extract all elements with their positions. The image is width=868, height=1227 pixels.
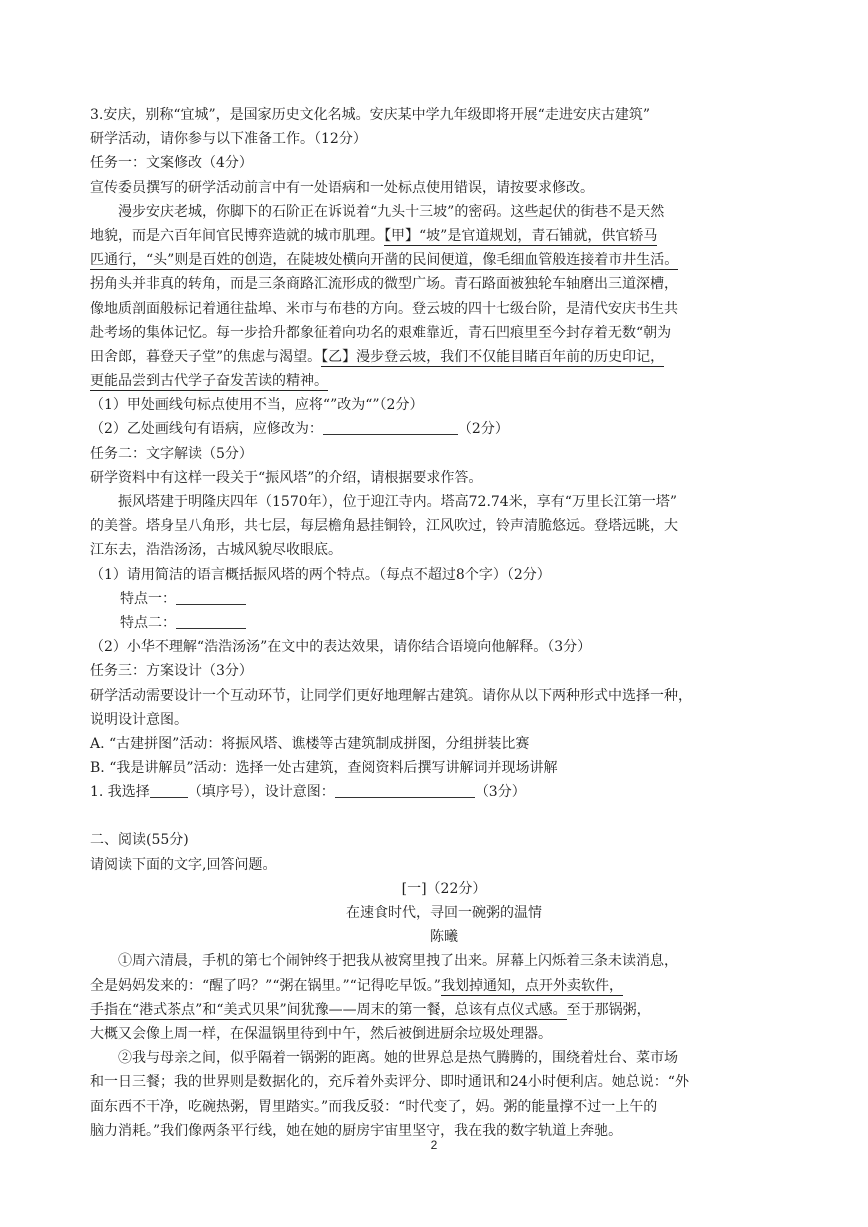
task3-desc: 说明设计意图。	[90, 711, 188, 728]
article-author: 陈曦	[430, 929, 458, 946]
passage-line	[90, 369, 798, 393]
choice-blank[interactable]	[150, 783, 188, 798]
question-2-text: （2）乙处画线句有语病，应修改为：	[90, 421, 323, 438]
passage-line	[90, 345, 798, 369]
task2-desc: 研学资料中有这样一段关于“振风塔”的介绍，请根据要求作答。	[90, 469, 483, 486]
task1-title: 任务一：文案修改（4分）	[90, 155, 253, 172]
question-1: （1）甲处画线句标点使用不当，应将“”改为“”（2分）	[90, 397, 424, 414]
passage-text: 地貌，而是六百年间官民博弈造就的城市肌理。	[90, 227, 384, 244]
passage-line: 漫步安庆老城，你脚下的石阶正在诉说着“九头十三坡”的密码。这些起伏的街巷不是天然	[118, 203, 665, 220]
question-2	[90, 417, 798, 441]
task1-desc: 宣传委员撰写的研学活动前言中有一处语病和一处标点使用错误，请按要求修改。	[90, 179, 594, 196]
exam-page	[90, 103, 798, 1143]
article-line	[90, 998, 798, 1022]
passage-line: 拐角头并非真的转角，而是三条商路汇流形成的微型广场。青石路面被独轮车轴磨出三道深槽，	[90, 276, 678, 293]
feature-1-label: 特点一：	[120, 590, 176, 607]
passage-line	[90, 248, 798, 272]
passage-line: 赴考场的集体记忆。每一步拾升都象征着向功名的艰难靠近，青石凹痕里至今封存着无数“朝为	[90, 324, 672, 341]
article-line: ①周六清晨，手机的第七个闹钟终于把我从被窝里拽了出来。屏幕上闪烁着三条未读消息，	[118, 953, 678, 970]
tower-line: 振风塔建于明隆庆四年（1570年），位于迎江寺内。塔高72.74米，享有“万里长江第一塔”	[118, 494, 678, 510]
option-b: B. “我是讲解员”活动：选择一处古建筑，查阅资料后撰写讲解词并现场讲解	[90, 760, 558, 777]
article-line: 面东西不干净，吃碗热粥，胃里踏实。”而我反驳：“时代变了，妈。粥的能量撑不过一上午的	[90, 1098, 658, 1115]
underlined-sentence-jia: 匹通行，“头”则是百姓的创造，在陡坡处横向开凿的民间便道，像毛细血管般连接着市井生活。	[90, 252, 679, 269]
part2-title: 二、阅读(55分)	[90, 832, 189, 849]
task2-question-1: （1）请用简洁的语言概括振风塔的两个特点。（每点不超过8个字）（2分）	[90, 566, 551, 583]
article-text: 至于那锅粥，	[566, 1001, 651, 1018]
task3-desc: 研学活动需要设计一个互动环节，让同学们更好地理解古建筑。请你从以下两种形式中选择一种，	[90, 687, 692, 704]
article-text: 全是妈妈发来的：“醒了吗？”“粥在锅里。”“记得吃早饭。”	[90, 977, 441, 994]
design-blank[interactable]	[335, 783, 475, 798]
question-2-score: （2分）	[457, 421, 509, 438]
article-line: 和一日三餐；我的世界则是数据化的，充斥着外卖评分、即时通讯和24小时便利店。她总说：“外	[90, 1074, 689, 1091]
article-line: 脑力消耗。”我们像两条平行线，她在她的厨房宇宙里坚守，我在我的数字轨道上奔驰。	[90, 1122, 623, 1139]
task2-question-2: （2）小华不理解“浩浩汤汤”在文中的表达效果，请你结合语境向他解释。（3分）	[90, 639, 592, 656]
part2-instruction: 请阅读下面的文字,回答问题。	[90, 856, 277, 873]
passage-line	[90, 224, 798, 248]
q3-intro-1: 3.安庆，别称“宜城”，是国家历史文化名城。安庆某中学九年级即将开展“走进安庆古建筑”	[90, 107, 650, 123]
underlined-sentence-jia: 【甲】“坡”是官道规划，青石铺就，供官轿马	[384, 227, 658, 244]
article-title: 在速食时代，寻回一碗粥的温情	[346, 905, 542, 921]
choice-label: 1. 我选择	[90, 784, 150, 801]
tower-line: 江东去，浩浩汤汤，古城风貌尽收眼底。	[90, 542, 342, 559]
tower-line: 的美誉。塔身呈八角形，共七层，每层檐角悬挂铜铃，江风吹过，铃声清脆悠远。登塔远眺，大	[90, 518, 678, 535]
article-line: 大概又会像上周一样，在保温锅里待到中午，然后被倒进厨余垃圾处理器。	[90, 1025, 552, 1042]
passage-text: 田舍郎，暮登天子堂”的焦虑与渴望。	[90, 348, 322, 365]
design-label: （填序号），设计意图：	[187, 784, 335, 801]
feature-2-label: 特点二：	[120, 614, 176, 631]
section-heading: [一]（22分）	[401, 880, 487, 897]
choice-line	[90, 780, 798, 804]
choice-score: （3分）	[474, 784, 526, 801]
answer-blank[interactable]	[323, 420, 458, 435]
underlined-sentence: 我划掉通知，点开外卖软件，	[440, 977, 623, 994]
underlined-sentence-yi: 更能品尝到古代学子奋发苦读的精神。	[90, 373, 328, 390]
feature-1	[90, 587, 798, 611]
article-line	[90, 974, 798, 998]
task3-title: 任务三：方案设计（3分）	[90, 663, 253, 680]
q3-intro-2: 研学活动，请你参与以下准备工作。（12分）	[90, 131, 367, 148]
task2-title: 任务二：文字解读（5分）	[90, 445, 253, 462]
article-line: ②我与母亲之间，似乎隔着一锅粥的距离。她的世界总是热气腾腾的，围绕着灶台、菜市场	[118, 1050, 678, 1067]
feature-1-blank[interactable]	[176, 590, 246, 605]
passage-line: 像地质剖面般标记着通往盐埠、米市与布巷的方向。登云坡的四十七级台阶，是清代安庆书生共	[90, 300, 678, 317]
option-a: A. “古建拼图”活动：将振风塔、谯楼等古建筑制成拼图，分组拼装比赛	[90, 735, 530, 752]
underlined-sentence-yi: 【乙】漫步登云坡，我们不仅能目睹百年前的历史印记，	[321, 348, 665, 365]
underlined-sentence: 手指在“港式茶点”和“美式贝果”间犹豫——周末的第一餐，总该有点仪式感。	[90, 1001, 567, 1018]
feature-2-blank[interactable]	[176, 614, 246, 629]
page-number: 2	[430, 1138, 438, 1152]
feature-2	[90, 611, 798, 635]
